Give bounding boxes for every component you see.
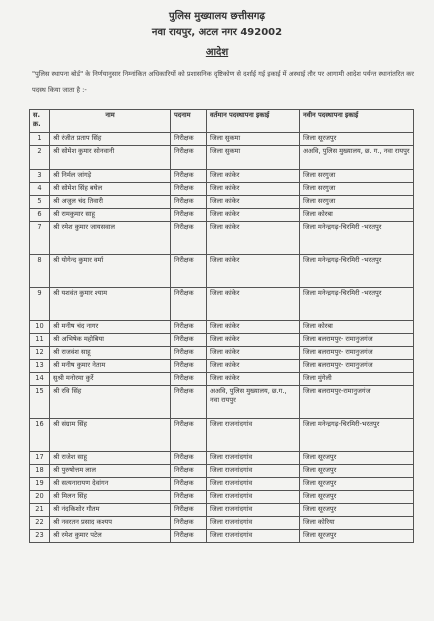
designation-cell: निरीक्षक bbox=[171, 222, 207, 255]
serial-cell: 6 bbox=[30, 209, 50, 222]
serial-cell: 13 bbox=[30, 360, 50, 373]
table-row bbox=[30, 465, 414, 478]
new-posting-cell: जिला मनेन्द्रगढ़-चिरमिरी-भरतपुर bbox=[300, 419, 414, 452]
new-posting-cell: जिला सूरजपुर bbox=[300, 478, 414, 491]
designation-cell: निरीक्षक bbox=[171, 196, 207, 209]
transfer-table bbox=[29, 109, 414, 543]
new-posting-cell: जिला बलरामपुर- रामानुजगंज bbox=[300, 347, 414, 360]
designation-cell: निरीक्षक bbox=[171, 288, 207, 321]
new-posting-cell: जिला बलरामपुर-रामानुजगंज bbox=[300, 386, 414, 419]
current-posting-cell: जिला कांकेर bbox=[207, 170, 300, 183]
name-cell: श्री सत्यनारायण देवांगन bbox=[50, 478, 171, 491]
name-cell: श्री संग्राम सिंह bbox=[50, 419, 171, 452]
name-cell: श्री रमेश कुमार जायसवाल bbox=[50, 222, 171, 255]
table-row bbox=[30, 334, 414, 347]
table-row bbox=[30, 255, 414, 288]
name-cell: श्री मिलन सिंह bbox=[50, 491, 171, 504]
serial-cell: 10 bbox=[30, 321, 50, 334]
col-header-name: नाम bbox=[50, 110, 171, 133]
designation-cell: निरीक्षक bbox=[171, 360, 207, 373]
table-row bbox=[30, 504, 414, 517]
designation-cell: निरीक्षक bbox=[171, 478, 207, 491]
new-posting-cell: अअवि, पुलिस मुख्यालय, छ. ग., नवा रायपुर bbox=[300, 146, 414, 170]
current-posting-cell: जिला कांकेर bbox=[207, 347, 300, 360]
name-cell: श्री यशवंत कुमार श्याम bbox=[50, 288, 171, 321]
table-row bbox=[30, 491, 414, 504]
serial-cell: 7 bbox=[30, 222, 50, 255]
table-row bbox=[30, 209, 414, 222]
serial-cell: 5 bbox=[30, 196, 50, 209]
current-posting-cell: जिला कांकेर bbox=[207, 321, 300, 334]
serial-cell: 20 bbox=[30, 491, 50, 504]
serial-cell: 21 bbox=[30, 504, 50, 517]
new-posting-cell: जिला सूरजपुर bbox=[300, 452, 414, 465]
serial-cell: 12 bbox=[30, 347, 50, 360]
name-cell: श्री राजवंश साहू bbox=[50, 347, 171, 360]
designation-cell: निरीक्षक bbox=[171, 146, 207, 170]
designation-cell: निरीक्षक bbox=[171, 183, 207, 196]
new-posting-cell: जिला सूरजपुर bbox=[300, 465, 414, 478]
designation-cell: निरीक्षक bbox=[171, 530, 207, 543]
table-header-row bbox=[30, 110, 414, 133]
col-header-new-posting: नवीन पदस्थापना इकाई bbox=[300, 110, 414, 133]
table-row bbox=[30, 133, 414, 146]
current-posting-cell: अअवि, पुलिस मुख्यालय, छ.ग., नवा रायपुर bbox=[207, 386, 300, 419]
designation-cell: निरीक्षक bbox=[171, 386, 207, 419]
serial-cell: 17 bbox=[30, 452, 50, 465]
designation-cell: निरीक्षक bbox=[171, 347, 207, 360]
name-cell: श्री रमेश कुमार पटेल bbox=[50, 530, 171, 543]
designation-cell: निरीक्षक bbox=[171, 504, 207, 517]
name-cell: श्री निर्मल जांगड़े bbox=[50, 170, 171, 183]
serial-cell: 14 bbox=[30, 373, 50, 386]
new-posting-cell: जिला मनेन्द्रगढ़-चिरमिरी -भरतपुर bbox=[300, 288, 414, 321]
name-cell: श्री राजेश साहू bbox=[50, 452, 171, 465]
table-row bbox=[30, 360, 414, 373]
table-row bbox=[30, 419, 414, 452]
current-posting-cell: जिला राजनांदगांव bbox=[207, 504, 300, 517]
designation-cell: निरीक्षक bbox=[171, 334, 207, 347]
table-row bbox=[30, 321, 414, 334]
designation-cell: निरीक्षक bbox=[171, 255, 207, 288]
new-posting-cell: जिला सूरजपुर bbox=[300, 491, 414, 504]
new-posting-cell: जिला मनेन्द्रगढ़-चिरमिरी -भरतपुर bbox=[300, 222, 414, 255]
current-posting-cell: जिला सुकमा bbox=[207, 133, 300, 146]
designation-cell: निरीक्षक bbox=[171, 452, 207, 465]
serial-cell: 4 bbox=[30, 183, 50, 196]
table-row bbox=[30, 288, 414, 321]
table-row bbox=[30, 347, 414, 360]
new-posting-cell: जिला सरगुजा bbox=[300, 196, 414, 209]
intro-paragraph: "पुलिस स्थापना बोर्ड" के निर्णयानुसार निम्नांकित अधिकारियों को प्रशासनिक दृष्टिकोण से दर्शाई गई इकाई में अस्थाई तौर पर आगामी आदेश पर्यन्त स्थानांतरित कर पदस्थ किया जाता है :- bbox=[32, 70, 414, 94]
col-header-serial: स. क्र. bbox=[30, 110, 50, 133]
table-row bbox=[30, 146, 414, 170]
table-row bbox=[30, 386, 414, 419]
current-posting-cell: जिला कांकेर bbox=[207, 209, 300, 222]
serial-cell: 19 bbox=[30, 478, 50, 491]
current-posting-cell: जिला कांकेर bbox=[207, 183, 300, 196]
serial-cell: 2 bbox=[30, 146, 50, 170]
designation-cell: निरीक्षक bbox=[171, 517, 207, 530]
serial-cell: 3 bbox=[30, 170, 50, 183]
col-header-current-posting: वर्तमान पदस्थापना इकाई bbox=[207, 110, 300, 133]
name-cell: सुश्री मनोरमा कुर्रे bbox=[50, 373, 171, 386]
serial-cell: 23 bbox=[30, 530, 50, 543]
name-cell: श्री रामकुमार साहू bbox=[50, 209, 171, 222]
name-cell: श्री अजुल चंद तिवारी bbox=[50, 196, 171, 209]
designation-cell: निरीक्षक bbox=[171, 373, 207, 386]
current-posting-cell: जिला राजनांदगांव bbox=[207, 530, 300, 543]
name-cell: श्री पुरुषोत्तम लाल bbox=[50, 465, 171, 478]
serial-cell: 11 bbox=[30, 334, 50, 347]
name-cell: श्री योगेन्द कुमार वर्मा bbox=[50, 255, 171, 288]
table-row bbox=[30, 222, 414, 255]
name-cell: श्री नवरतन प्रसाद कश्यप bbox=[50, 517, 171, 530]
serial-cell: 16 bbox=[30, 419, 50, 452]
new-posting-cell: जिला सरगुजा bbox=[300, 183, 414, 196]
current-posting-cell: जिला कांकेर bbox=[207, 334, 300, 347]
designation-cell: निरीक्षक bbox=[171, 209, 207, 222]
current-posting-cell: जिला राजनांदगांव bbox=[207, 478, 300, 491]
new-posting-cell: जिला सरगुजा bbox=[300, 170, 414, 183]
serial-cell: 15 bbox=[30, 386, 50, 419]
current-posting-cell: जिला राजनांदगांव bbox=[207, 517, 300, 530]
name-cell: श्री मनीष चंद नागर bbox=[50, 321, 171, 334]
current-posting-cell: जिला कांकेर bbox=[207, 255, 300, 288]
current-posting-cell: जिला कांकेर bbox=[207, 360, 300, 373]
new-posting-cell: जिला कोरबा bbox=[300, 321, 414, 334]
header-department: पुलिस मुख्यालय छत्तीसगढ़ bbox=[168, 11, 266, 22]
new-posting-cell: जिला सूरजपुर bbox=[300, 504, 414, 517]
table-row bbox=[30, 517, 414, 530]
name-cell: श्री रवि सिंह bbox=[50, 386, 171, 419]
new-posting-cell: जिला सूरजपुर bbox=[300, 530, 414, 543]
header-order-title: आदेश bbox=[205, 47, 229, 58]
table-row bbox=[30, 196, 414, 209]
current-posting-cell: जिला कांकेर bbox=[207, 373, 300, 386]
designation-cell: निरीक्षक bbox=[171, 419, 207, 452]
new-posting-cell: जिला कोरबा bbox=[300, 209, 414, 222]
new-posting-cell: जिला मुंगेली bbox=[300, 373, 414, 386]
designation-cell: निरीक्षक bbox=[171, 491, 207, 504]
name-cell: श्री नंदकिशोर गौतम bbox=[50, 504, 171, 517]
new-posting-cell: जिला बलरामपुर- रामानुजगंज bbox=[300, 360, 414, 373]
name-cell: श्री रंजीत प्रताप सिंह bbox=[50, 133, 171, 146]
current-posting-cell: जिला राजनांदगांव bbox=[207, 419, 300, 452]
name-cell: श्री सोमेश सिंह बघेल bbox=[50, 183, 171, 196]
name-cell: श्री सोमेश कुमार सोनवानी bbox=[50, 146, 171, 170]
table-row bbox=[30, 170, 414, 183]
col-header-designation: पदनाम bbox=[171, 110, 207, 133]
designation-cell: निरीक्षक bbox=[171, 170, 207, 183]
table-row bbox=[30, 183, 414, 196]
current-posting-cell: जिला कांकेर bbox=[207, 222, 300, 255]
name-cell: श्री अभिषेक महोबिया bbox=[50, 334, 171, 347]
current-posting-cell: जिला राजनांदगांव bbox=[207, 452, 300, 465]
name-cell: श्री मनीष कुमार नेताम bbox=[50, 360, 171, 373]
header-address: नवा रायपुर, अटल नगर 492002 bbox=[151, 27, 283, 38]
new-posting-cell: जिला बलरामपुर- रामानुजगंज bbox=[300, 334, 414, 347]
current-posting-cell: जिला राजनांदगांव bbox=[207, 465, 300, 478]
serial-cell: 1 bbox=[30, 133, 50, 146]
table-row bbox=[30, 530, 414, 543]
table-row bbox=[30, 373, 414, 386]
new-posting-cell: जिला सूरजपुर bbox=[300, 133, 414, 146]
table-row bbox=[30, 452, 414, 465]
serial-cell: 18 bbox=[30, 465, 50, 478]
designation-cell: निरीक्षक bbox=[171, 133, 207, 146]
designation-cell: निरीक्षक bbox=[171, 321, 207, 334]
serial-cell: 22 bbox=[30, 517, 50, 530]
new-posting-cell: जिला मनेन्द्रगढ़-चिरमिरी -भरतपुर bbox=[300, 255, 414, 288]
current-posting-cell: जिला कांकेर bbox=[207, 288, 300, 321]
serial-cell: 9 bbox=[30, 288, 50, 321]
new-posting-cell: जिला कोरिया bbox=[300, 517, 414, 530]
current-posting-cell: जिला कांकेर bbox=[207, 196, 300, 209]
designation-cell: निरीक्षक bbox=[171, 465, 207, 478]
current-posting-cell: जिला सुकमा bbox=[207, 146, 300, 170]
current-posting-cell: जिला राजनांदगांव bbox=[207, 491, 300, 504]
table-row bbox=[30, 478, 414, 491]
serial-cell: 8 bbox=[30, 255, 50, 288]
